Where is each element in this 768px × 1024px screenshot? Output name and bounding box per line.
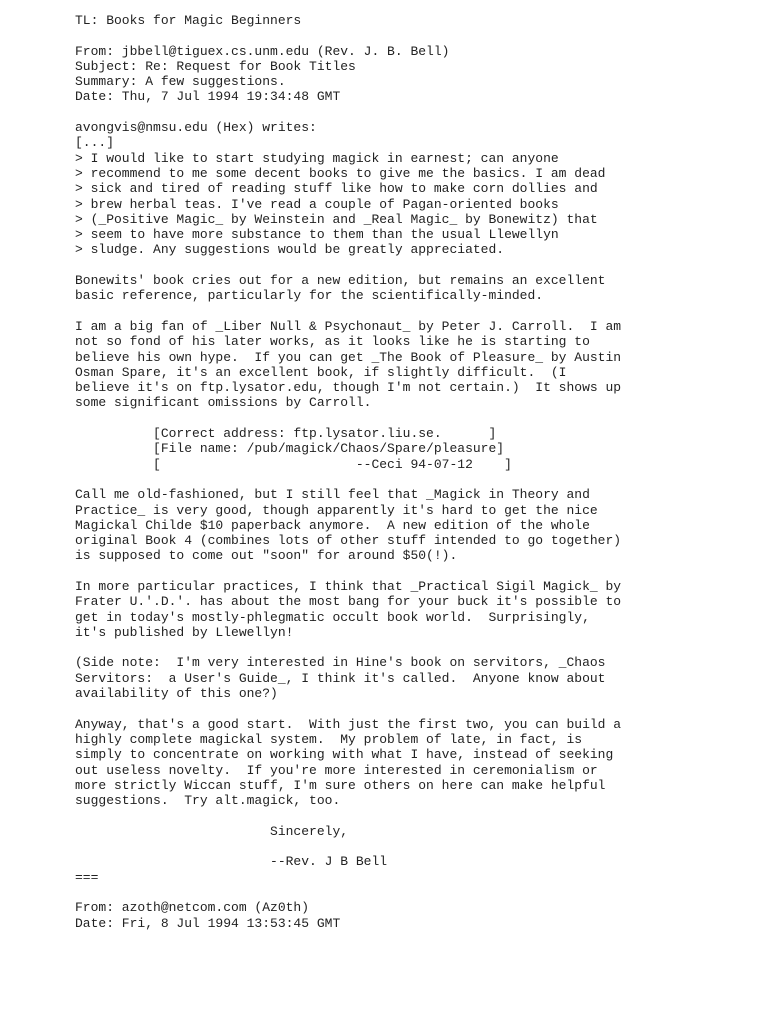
body-line: I am a big fan of _Liber Null & Psychonaut_ by Peter J. Carroll. I am bbox=[75, 318, 622, 334]
quoted-line: > sludge. Any suggestions would be greatly appreciated. bbox=[75, 242, 505, 258]
body-line: it's published by Llewellyn! bbox=[75, 624, 294, 640]
header-summary: Summary: A few suggestions. bbox=[75, 74, 286, 90]
quoted-line: > recommend to me some decent books to give me the basics. I am dead bbox=[75, 165, 606, 181]
signoff: Sincerely, bbox=[75, 823, 349, 839]
body-line: highly complete magickal system. My problem of late, in fact, is bbox=[75, 731, 583, 747]
quoted-line: > (_Positive Magic_ by Weinstein and _Real Magic_ by Bonewitz) that bbox=[75, 211, 598, 227]
body-line: believe his own hype. If you can get _The Book of Pleasure_ by Austin bbox=[75, 349, 622, 365]
blank-line bbox=[75, 640, 755, 655]
blank-line bbox=[75, 304, 755, 319]
body-line: believe it's on ftp.lysator.edu, though I'm not certain.) It shows up bbox=[75, 380, 622, 396]
body-line: more strictly Wiccan stuff, I'm sure others on here can make helpful bbox=[75, 777, 606, 793]
message-separator: === bbox=[75, 869, 99, 885]
blank-line bbox=[75, 28, 755, 43]
blank-line bbox=[75, 411, 755, 426]
header-subject: Subject: Re: Request for Book Titles bbox=[75, 58, 356, 74]
body-line: not so fond of his later works, as it looks like he is starting to bbox=[75, 334, 590, 350]
next-header-date: Date: Fri, 8 Jul 1994 13:53:45 GMT bbox=[75, 915, 341, 931]
body-line: out useless novelty. If you're more interested in ceremonialism or bbox=[75, 762, 598, 778]
blank-line bbox=[75, 701, 755, 716]
blank-line bbox=[75, 839, 755, 854]
quote-attribution: avongvis@nmsu.edu (Hex) writes: bbox=[75, 120, 317, 136]
body-line: some significant omissions by Carroll. bbox=[75, 395, 372, 411]
body-line: Call me old-fashioned, but I still feel that _Magick in Theory and bbox=[75, 487, 590, 503]
editor-note-line: [ --Ceci 94-07-12 ] bbox=[75, 456, 512, 472]
blank-line bbox=[75, 472, 755, 487]
blank-line bbox=[75, 564, 755, 579]
body-line: basic reference, particularly for the scientifically-minded. bbox=[75, 288, 544, 304]
document-page bbox=[75, 13, 755, 931]
body-line: Magickal Childe $10 paperback anymore. A new edition of the whole bbox=[75, 517, 590, 533]
blank-line bbox=[75, 808, 755, 823]
body-line: Practice_ is very good, though apparently it's hard to get the nice bbox=[75, 502, 598, 518]
next-header-from: From: azoth@netcom.com (Az0th) bbox=[75, 900, 310, 916]
body-line: get in today's mostly-phlegmatic occult book world. Surprisingly, bbox=[75, 609, 590, 625]
body-line: original Book 4 (combines lots of other stuff intended to go together) bbox=[75, 533, 622, 549]
quoted-line: > I would like to start studying magick in earnest; can anyone bbox=[75, 150, 559, 166]
quoted-line: > sick and tired of reading stuff like how to make corn dollies and bbox=[75, 181, 598, 197]
quoted-line: > brew herbal teas. I've read a couple of Pagan-oriented books bbox=[75, 196, 559, 212]
header-date: Date: Thu, 7 Jul 1994 19:34:48 GMT bbox=[75, 89, 341, 105]
body-line: suggestions. Try alt.magick, too. bbox=[75, 793, 341, 809]
body-line: simply to concentrate on working with what I have, instead of seeking bbox=[75, 747, 614, 763]
signature: --Rev. J B Bell bbox=[75, 854, 388, 870]
body-line: Frater U.'.D.'. has about the most bang for your buck it's possible to bbox=[75, 594, 622, 610]
blank-line bbox=[75, 105, 755, 120]
document-title: TL: Books for Magic Beginners bbox=[75, 13, 302, 28]
body-line: Anyway, that's a good start. With just the first two, you can build a bbox=[75, 716, 622, 732]
body-line: Bonewits' book cries out for a new edition, but remains an excellent bbox=[75, 273, 606, 289]
body-line: Osman Spare, it's an excellent book, if slightly difficult. (I bbox=[75, 364, 567, 380]
editor-note-line: [Correct address: ftp.lysator.liu.se. ] bbox=[75, 426, 497, 442]
body-line: In more particular practices, I think that _Practical Sigil Magick_ by bbox=[75, 578, 622, 594]
quote-ellipsis: [...] bbox=[75, 135, 115, 151]
blank-line bbox=[75, 885, 755, 900]
editor-note-line: [File name: /pub/magick/Chaos/Spare/pleasure] bbox=[75, 441, 505, 457]
body-line: (Side note: I'm very interested in Hine's book on servitors, _Chaos bbox=[75, 655, 606, 671]
quoted-line: > seem to have more substance to them than the usual Llewellyn bbox=[75, 227, 559, 243]
blank-line bbox=[75, 258, 755, 273]
body-line: Servitors: a User's Guide_, I think it's called. Anyone know about bbox=[75, 670, 606, 686]
body-line: availability of this one?) bbox=[75, 686, 278, 702]
body-line: is supposed to come out "soon" for around $50(!). bbox=[75, 548, 458, 564]
header-from: From: jbbell@tiguex.cs.unm.edu (Rev. J. B. Bell) bbox=[75, 43, 450, 59]
